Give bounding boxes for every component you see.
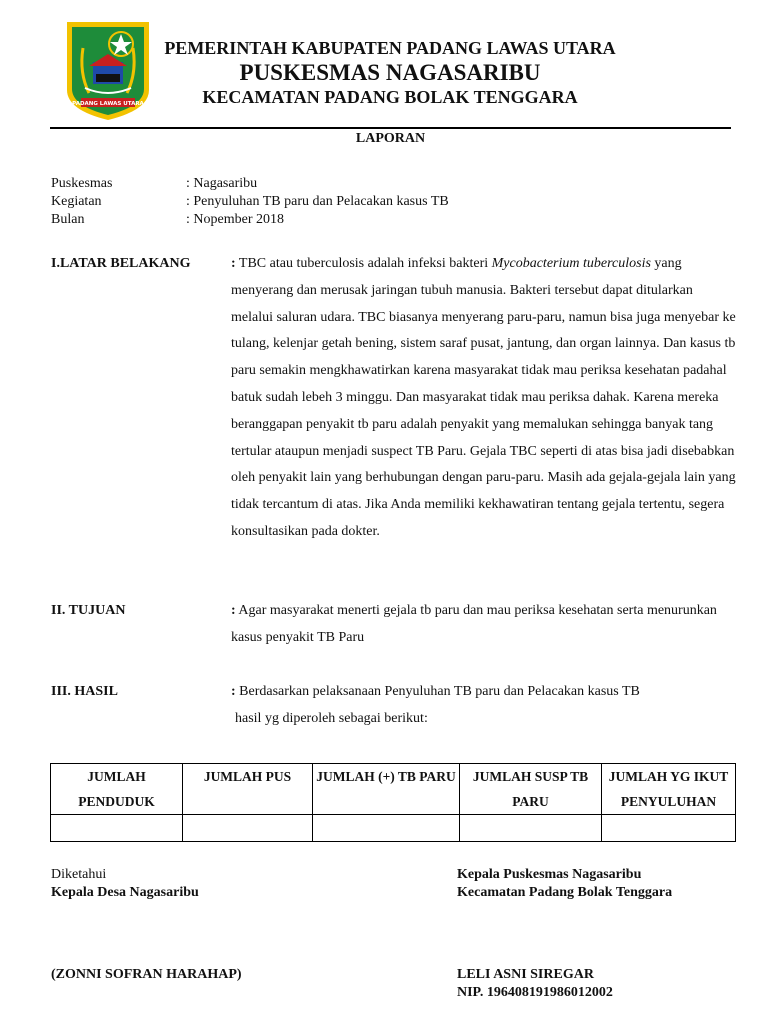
section-heading-tujuan: II. TUJUAN <box>51 603 126 618</box>
header-government: PEMERINTAH KABUPATEN PADANG LAWAS UTARA <box>164 38 616 58</box>
sig-right-title: Kepala Puskesmas Nagasaribu <box>457 867 642 882</box>
meta-value: : Nagasaribu <box>186 176 258 191</box>
section-body-hasil-line2: hasil yg diperoleh sebagai berikut: <box>235 711 428 726</box>
tujuan-text: Agar masyarakat menerti gejala tb paru dan mau periksa kesehatan serta menurunkan kasus penyakit TB Paru <box>231 603 717 645</box>
sig-left-known: Diketahui <box>51 867 107 882</box>
table-cell <box>51 815 183 842</box>
col-jumlah-tb-paru-positif: JUMLAH (+) TB PARU <box>313 764 460 815</box>
section-heading-latar-belakang: I.LATAR BELAKANG <box>51 256 191 271</box>
signature-left-block <box>51 866 199 902</box>
table-cell <box>460 815 602 842</box>
meta-label: Puskesmas <box>51 176 113 191</box>
table-header-row <box>51 764 736 815</box>
latar-text-post: yang menyerang dan merusak jaringan tubuh manusia. Bakteri tersebut dapat ditularkan melalui saluran udara. TBC biasanya menyerang paru-paru, namun bisa juga menyebar ke tulang, kelenjar getah bening, sistem saraf pusat, jantung, dan organ lainnya. Dan kasus tb paru semakin mengkhawatirkan karena masyarakat tidak mau periksa kesehatan padahal batuk sudah lebeh 3 minggu. Dan masyarakat tidak mau periksa dahak. Karena mereka beranggapan penyakit tb paru adalah penyakit yang memalukan sehingga banyak tang tertular ataupun menjadi suspect TB Paru. Gejala TBC seperti di atas bisa jadi disebabkan oleh penyakit lain yang berhubungan dengan paru-paru. Masih ada gejala-gejala lain yang tidak tercantum di atas. Jika Anda memiliki kekhawatiran tentang gejala tertentu, segera konsultasikan pada dokter. <box>231 256 736 539</box>
sig-right-name: LELI ASNI SIREGAR <box>457 967 594 982</box>
latar-text-pre: TBC atau tuberculosis adalah infeksi bakteri <box>235 256 492 271</box>
colon: : <box>231 603 236 618</box>
header-kecamatan: KECAMATAN PADANG BOLAK TENGGARA <box>202 87 578 107</box>
hasil-text: Berdasarkan pelaksanaan Penyuluhan TB paru dan Pelacakan kasus TB <box>235 684 640 699</box>
sig-left-title: Kepala Desa Nagasaribu <box>51 885 199 900</box>
col-jumlah-pus: JUMLAH PUS <box>183 764 313 815</box>
signature-left-name <box>51 966 242 984</box>
header-divider <box>50 127 731 129</box>
sig-right-nip: NIP. 196408191986012002 <box>457 985 613 1000</box>
sig-right-subtitle: Kecamatan Padang Bolak Tenggara <box>457 885 673 900</box>
latar-text-species: Mycobacterium tuberculosis <box>491 256 651 271</box>
section-heading-hasil: III. HASIL <box>51 684 118 699</box>
section-body-tujuan <box>231 598 736 652</box>
col-jumlah-ikut-penyuluhan: JUMLAH YG IKUT PENYULUHAN <box>602 764 736 815</box>
section-body-latar-belakang <box>231 251 736 546</box>
table-cell <box>313 815 460 842</box>
meta-value: : Nopember 2018 <box>186 212 284 227</box>
col-jumlah-susp-tb-paru: JUMLAH SUSP TB PARU <box>460 764 602 815</box>
results-table <box>50 763 736 842</box>
colon: : <box>231 256 236 271</box>
header-puskesmas: PUSKESMAS NAGASARIBU <box>239 60 541 85</box>
meta-label: Kegiatan <box>51 194 102 209</box>
emblem-text: PADANG LAWAS UTARA <box>72 101 144 107</box>
table-cell <box>602 815 736 842</box>
section-body-hasil <box>231 679 736 706</box>
sig-left-name: (ZONNI SOFRAN HARAHAP) <box>51 967 242 982</box>
meta-label: Bulan <box>51 212 85 227</box>
document-title: LAPORAN <box>355 131 426 146</box>
table-row <box>51 815 736 842</box>
meta-value: : Penyuluhan TB paru dan Pelacakan kasus TB <box>186 194 449 209</box>
signature-right-name-block <box>457 966 613 1002</box>
colon: : <box>231 684 236 699</box>
col-jumlah-penduduk: JUMLAH PENDUDUK <box>51 764 183 815</box>
signature-right-block <box>457 866 672 902</box>
regency-emblem-logo <box>63 18 153 122</box>
table-cell <box>183 815 313 842</box>
